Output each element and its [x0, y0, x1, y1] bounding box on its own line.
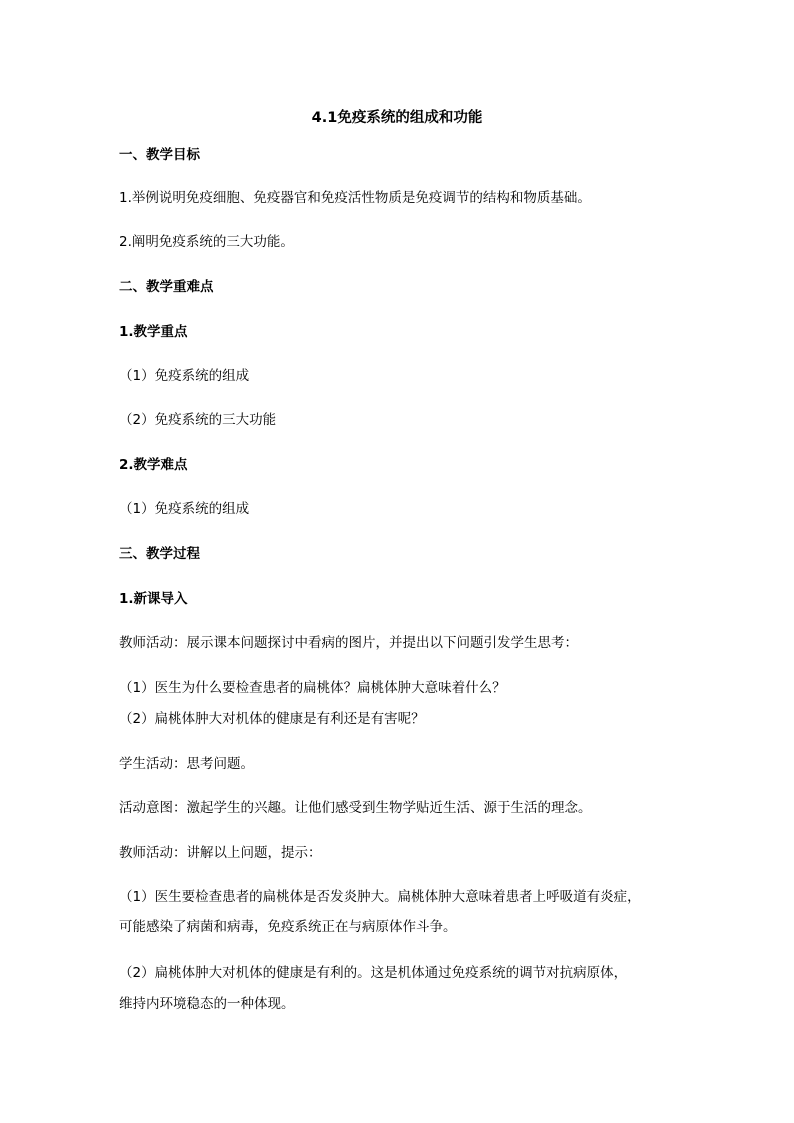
key-point-item-2: （2）免疫系统的三大功能: [119, 412, 277, 428]
objective-item-1: 1.举例说明免疫细胞、免疫器官和免疫活性物质是免疫调节的结构和物质基础。: [119, 190, 591, 206]
subheading-introduction: 1.新课导入: [119, 591, 188, 607]
section-heading-objectives: 一、教学目标: [119, 147, 200, 163]
subheading-difficulties: 2.教学难点: [119, 457, 188, 473]
answer-1-line-1: （1）医生要检查患者的扁桃体是否发炎肿大。扁桃体肿大意味着患者上呼吸道有炎症，: [119, 889, 641, 905]
answer-2-line-2: 维持内环境稳态的一种体现。: [119, 996, 295, 1012]
student-activity-1: 学生活动：思考问题。: [119, 756, 254, 772]
section-heading-process: 三、教学过程: [119, 546, 200, 562]
question-1: （1）医生为什么要检查患者的扁桃体？扁桃体肿大意味着什么？: [119, 680, 506, 696]
question-2: （2）扁桃体肿大对机体的健康是有利还是有害呢？: [119, 711, 425, 727]
document-title: 4.1免疫系统的组成和功能: [311, 110, 483, 126]
section-heading-key-points: 二、教学重难点: [119, 279, 214, 295]
answer-1-line-2: 可能感染了病菌和病毒，免疫系统正在与病原体作斗争。: [119, 919, 457, 935]
teacher-activity-1: 教师活动：展示课本问题探讨中看病的图片，并提出以下问题引发学生思考：: [119, 635, 578, 651]
difficulty-item-1: （1）免疫系统的组成: [119, 501, 250, 517]
subheading-key-points: 1.教学重点: [119, 324, 188, 340]
activity-intent-1: 活动意图：激起学生的兴趣。让他们感受到生物学贴近生活、源于生活的理念。: [119, 800, 592, 816]
answer-2-line-1: （2）扁桃体肿大对机体的健康是有利的。这是机体通过免疫系统的调节对抗病原体，: [119, 965, 628, 981]
key-point-item-1: （1）免疫系统的组成: [119, 368, 250, 384]
teacher-activity-2: 教师活动：讲解以上问题，提示：: [119, 845, 322, 861]
objective-item-2: 2.阐明免疫系统的三大功能。: [119, 234, 294, 250]
